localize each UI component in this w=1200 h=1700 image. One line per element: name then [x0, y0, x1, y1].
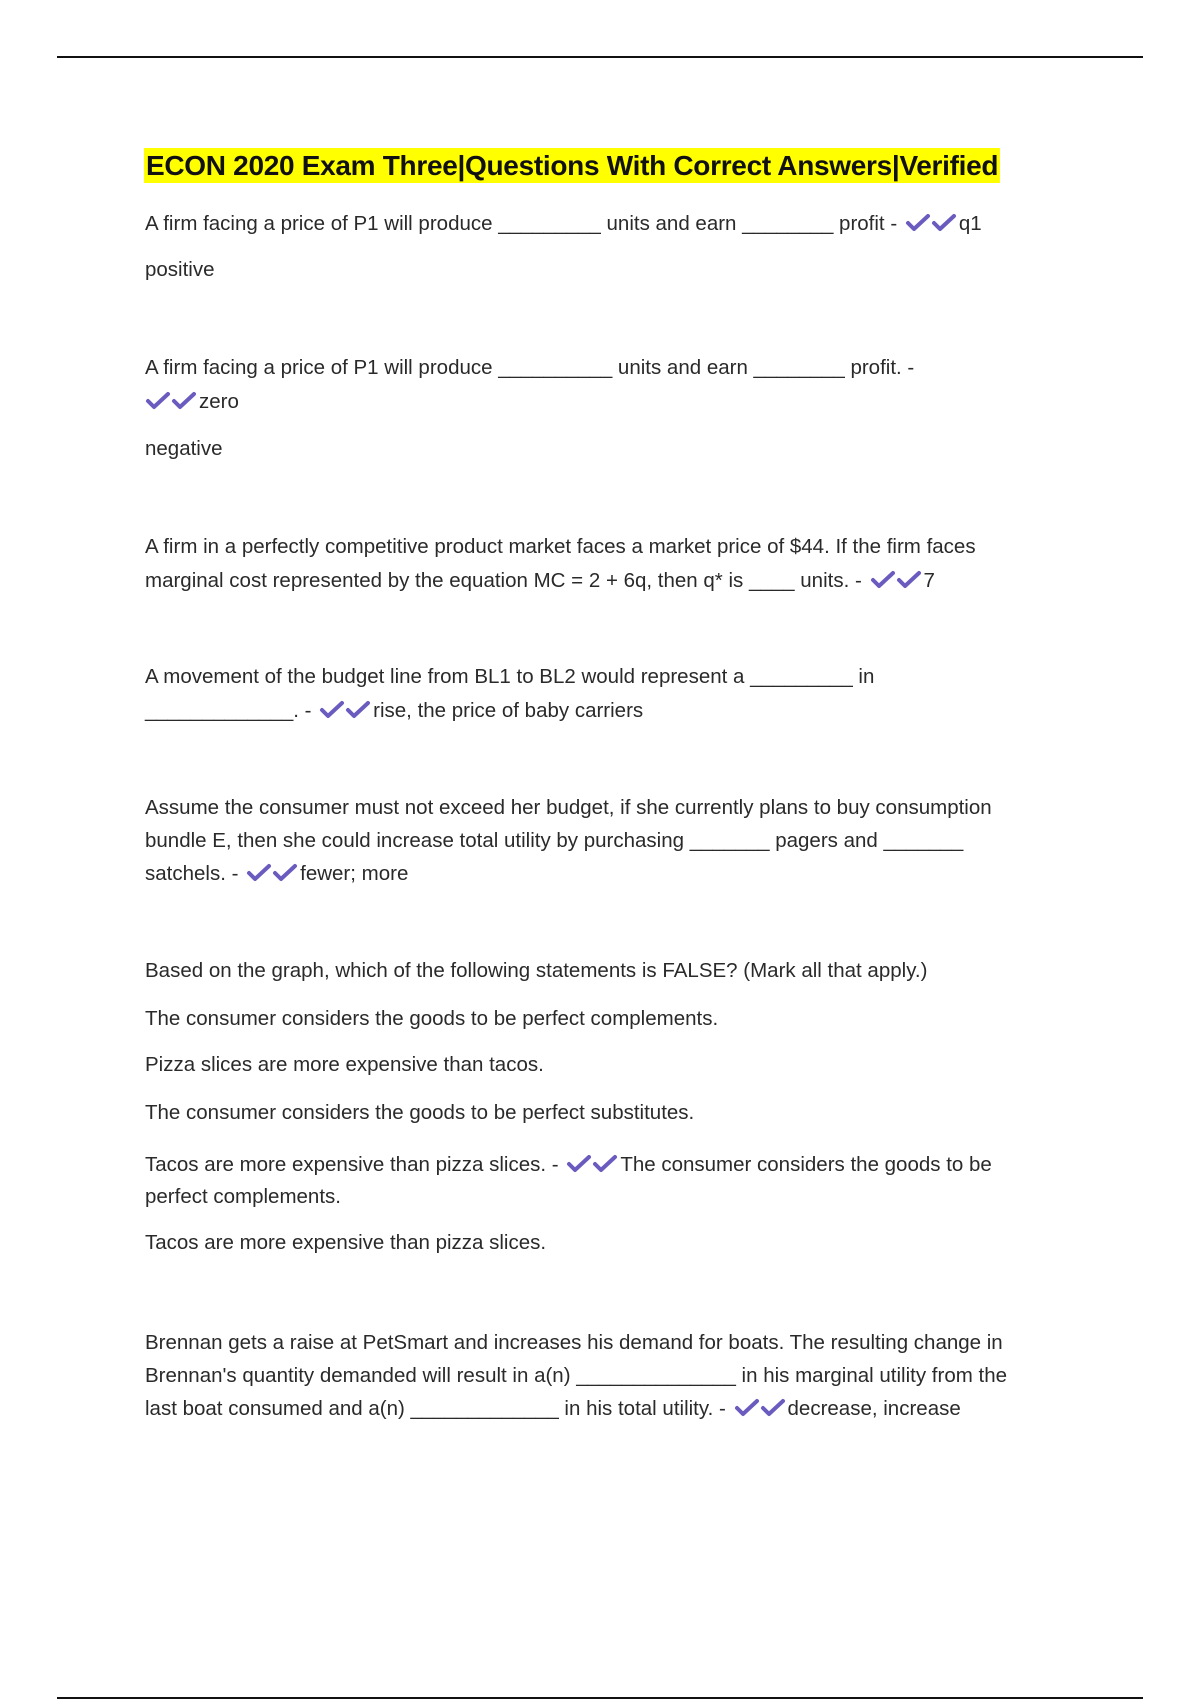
question-5-answer: fewer; more — [300, 862, 409, 885]
question-6-option-5: Tacos are more expensive than pizza slices. — [145, 1231, 547, 1254]
checkmark-icon — [905, 213, 931, 233]
question-1-answer-cont: positive — [145, 258, 215, 281]
double-checkmark-icon — [905, 208, 957, 240]
checkmark-icon — [319, 700, 345, 720]
question-6-option-2: Pizza slices are more expensive than tacos. — [145, 1053, 544, 1076]
question-5-text-line-2: bundle E, then she could increase total utility by purchasing _______ pagers and _______ — [145, 829, 964, 852]
checkmark-icon — [896, 570, 922, 590]
bottom-rule — [57, 1697, 1143, 1699]
page-title — [144, 146, 1000, 186]
title-highlight: ECON 2020 Exam Three|Questions With Correct Answers|Verified — [146, 150, 999, 181]
checkmark-icon — [345, 700, 371, 720]
question-block-7 — [145, 1326, 1100, 1425]
question-6-option-1: The consumer considers the goods to be perfect complements. — [145, 1007, 719, 1030]
question-3-answer: 7 — [923, 569, 935, 592]
checkmark-icon — [592, 1154, 618, 1174]
top-rule — [57, 56, 1143, 58]
question-block-1 — [145, 208, 1100, 286]
checkmark-icon — [272, 863, 298, 883]
question-6-answer-cont: perfect complements. — [145, 1185, 341, 1208]
question-2-answer-cont: negative — [145, 437, 223, 460]
question-1-answer: q1 — [958, 212, 982, 235]
question-7-text-line-2: Brennan's quantity demanded will result in a(n) ______________ in his marginal utility from the — [145, 1364, 1008, 1387]
checkmark-icon — [566, 1154, 592, 1174]
question-7-text-line-3: last boat consumed and a(n) _____________ in his total utility. - decrease, increase — [145, 1392, 1100, 1425]
question-6-text: Based on the graph, which of the following statements is FALSE? (Mark all that apply.) — [145, 959, 928, 982]
checkmark-icon — [734, 1398, 760, 1418]
question-3-text-line-1: A firm in a perfectly competitive product market faces a market price of $44. If the firm faces — [145, 535, 976, 558]
checkmark-icon — [760, 1398, 786, 1418]
question-7-text-line-1: Brennan gets a raise at PetSmart and increases his demand for boats. The resulting change in — [145, 1331, 1003, 1354]
question-block-3 — [145, 530, 1100, 598]
checkmark-icon — [145, 391, 171, 411]
checkmark-icon — [931, 213, 957, 233]
question-5-text-line-1: Assume the consumer must not exceed her budget, if she currently plans to buy consumption — [145, 796, 992, 819]
question-block-5 — [145, 791, 1100, 890]
question-2-answer: zero — [199, 390, 239, 413]
double-checkmark-icon — [734, 1392, 786, 1425]
question-5-text-line-3: satchels. - fewer; more — [145, 857, 1100, 890]
question-6-option-4: Tacos are more expensive than pizza slices. - The consumer considers the goods to be — [145, 1149, 1100, 1181]
checkmark-icon — [870, 570, 896, 590]
question-6-option-3: The consumer considers the goods to be perfect substitutes. — [145, 1101, 695, 1124]
double-checkmark-icon — [870, 564, 922, 598]
checkmark-icon — [246, 863, 272, 883]
question-block-2 — [145, 351, 1100, 466]
question-3-text-line-2: marginal cost represented by the equation MC = 2 + 6q, then q* is ____ units. - 7 — [145, 564, 1100, 598]
question-block-6 — [145, 955, 1100, 1259]
question-4-answer: rise, the price of baby carriers — [373, 699, 644, 722]
double-checkmark-icon — [319, 694, 371, 728]
question-2-answer-line — [145, 385, 1100, 419]
question-4-text-line-1: A movement of the budget line from BL1 to BL2 would represent a _________ in — [145, 665, 875, 688]
question-7-answer: decrease, increase — [787, 1397, 961, 1420]
question-1-text: A firm facing a price of P1 will produce _________ units and earn ________ profit - q1 — [145, 208, 1100, 240]
question-2-text: A firm facing a price of P1 will produce __________ units and earn ________ profit. - — [145, 356, 915, 379]
double-checkmark-icon — [145, 385, 197, 419]
question-block-4 — [145, 660, 1100, 728]
question-6-answer: The consumer considers the goods to be — [620, 1153, 992, 1176]
double-checkmark-icon — [566, 1149, 618, 1181]
double-checkmark-icon — [246, 857, 298, 890]
checkmark-icon — [171, 391, 197, 411]
question-4-text-line-2: _____________. - rise, the price of baby carriers — [145, 694, 1100, 728]
